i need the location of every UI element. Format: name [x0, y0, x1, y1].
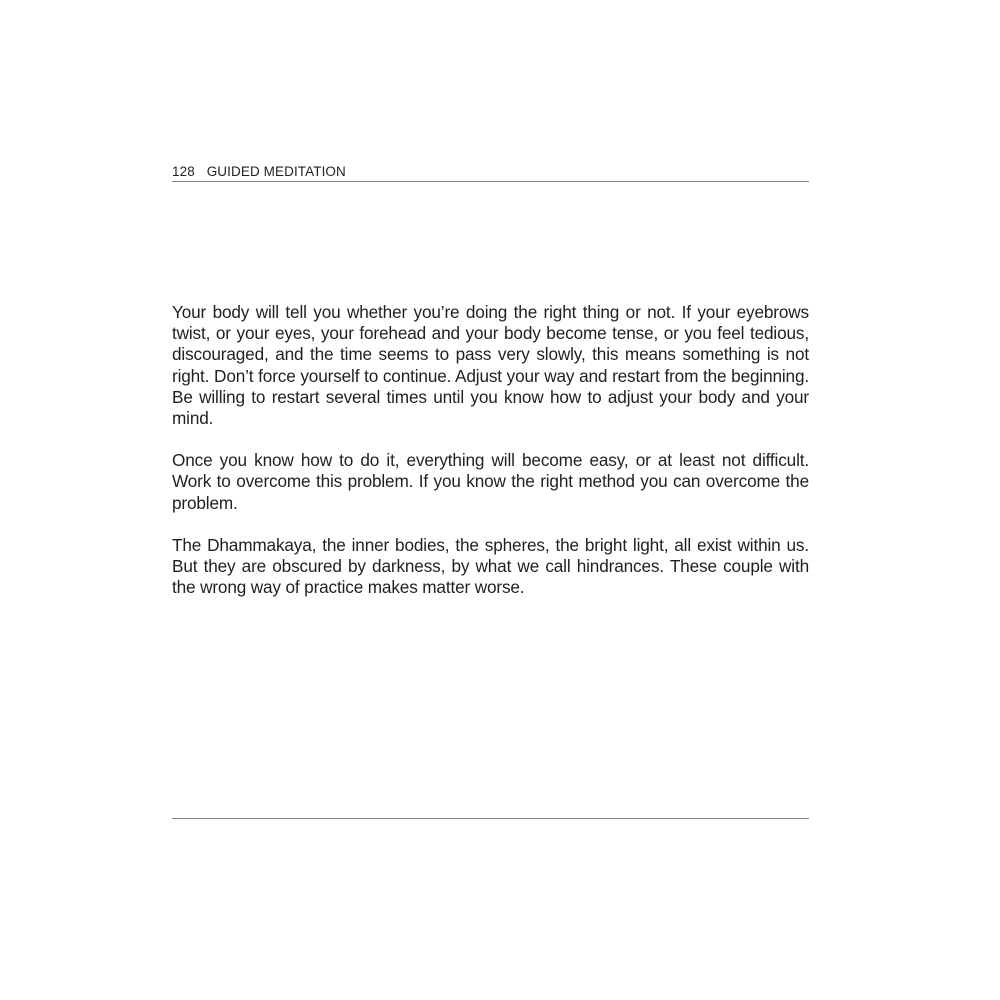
body-text — [172, 302, 809, 619]
page-number: 128 — [172, 164, 195, 179]
paragraph: Once you know how to do it, everything will become easy, or at least not difficult. Work to overcome this problem. If you know the right method you can overcome the problem. — [172, 450, 809, 513]
paragraph: Your body will tell you whether you’re doing the right thing or not. If your eyebrows twist, or your eyes, your forehead and your body become tense, or you feel tedious, discouraged, and the time seems to pass very slowly, this means something is not right. Don’t force yourself to continue. Adjust your way and restart from the beginning. Be willing to restart several times until you know how to adjust your body and your mind. — [172, 302, 809, 429]
running-title: GUIDED MEDITATION — [206, 164, 346, 179]
paragraph: The Dhammakaya, the inner bodies, the spheres, the bright light, all exist within us. But they are obscured by darkness, by what we call hindrances. These couple with the wrong way of practice makes matter worse. — [172, 534, 809, 598]
footer-rule — [172, 818, 809, 819]
running-header — [172, 164, 809, 182]
